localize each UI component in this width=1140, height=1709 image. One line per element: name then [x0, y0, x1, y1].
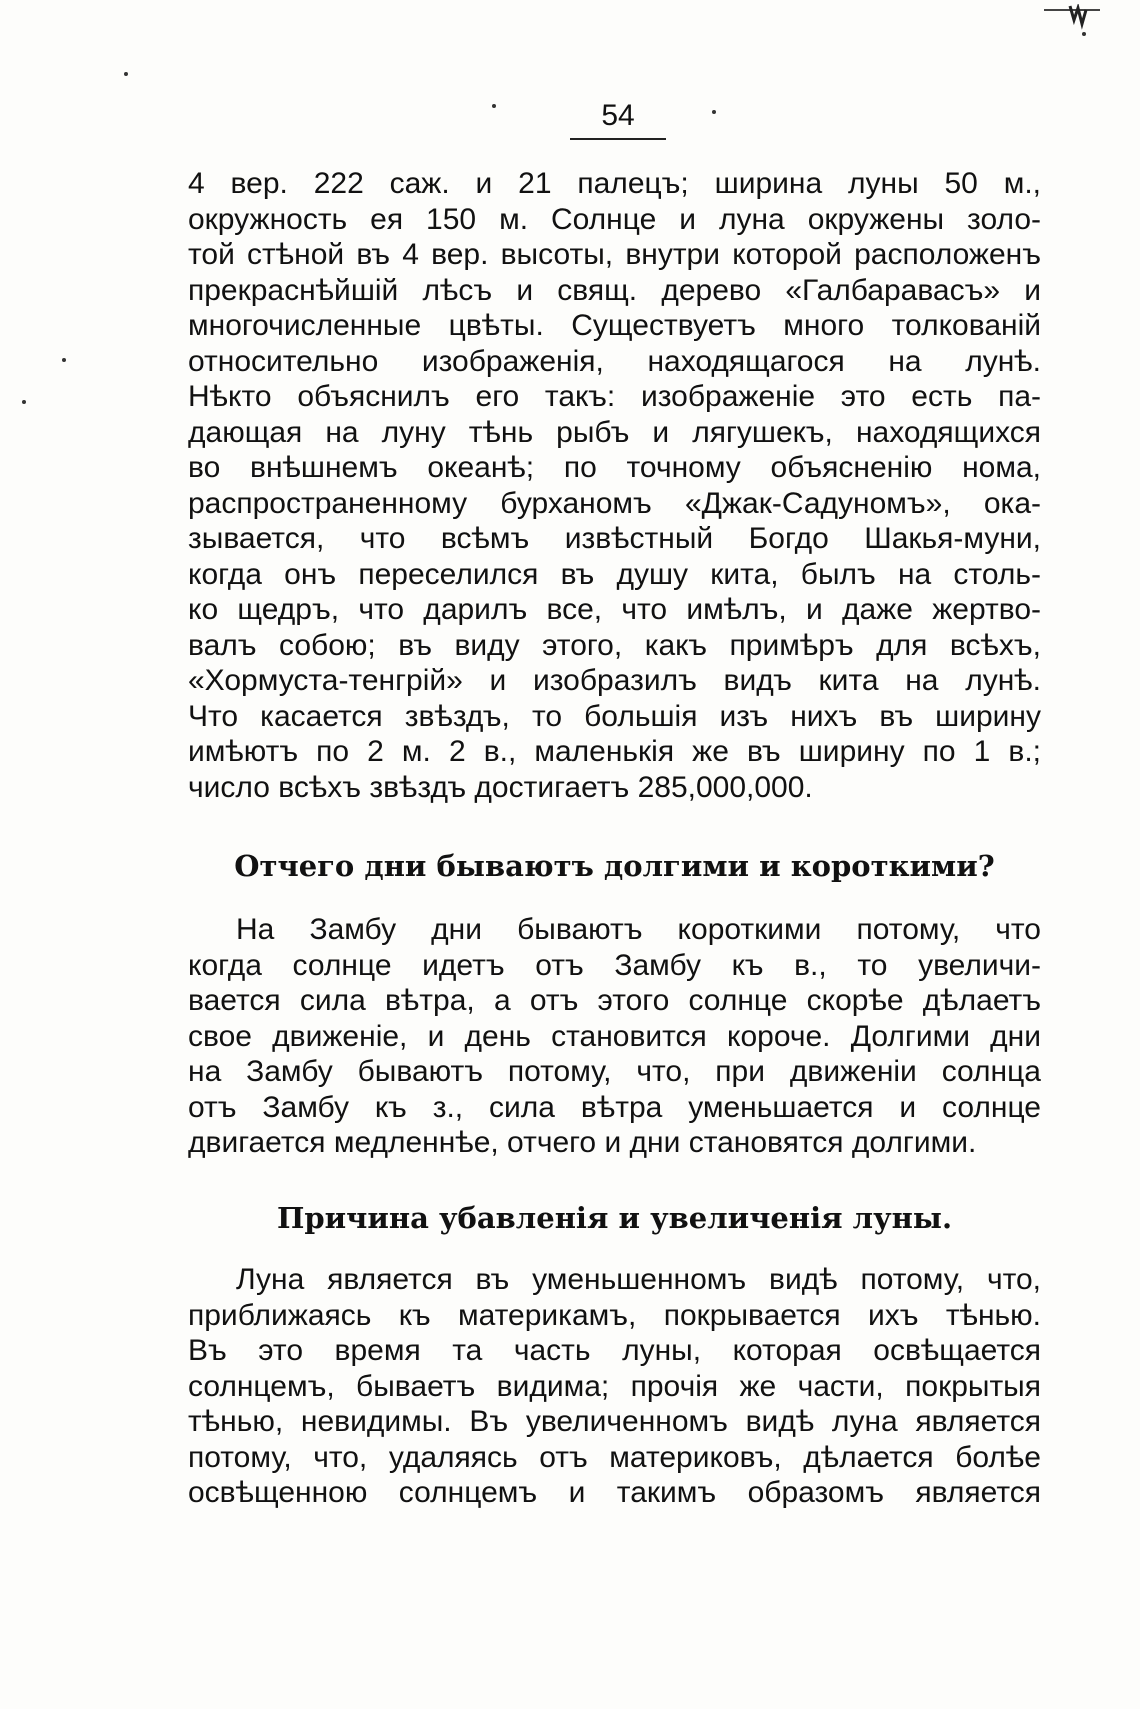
text-line: 4 вер. 222 саж. и 21 палецъ; ширина луны 50 м., [188, 167, 1041, 200]
text-line: Луна является въ уменьшенномъ видѣ потому, что, [236, 1263, 1041, 1296]
text-line: двигается медленнѣе, отчего и дни становятся долгими. [188, 1126, 977, 1159]
paragraph-moon-description [188, 166, 1041, 805]
text-line: число всѣхъ звѣздъ достигаетъ 285,000,000. [188, 770, 813, 804]
scan-speck [62, 358, 66, 362]
text-line: «Хормуста-тенгрій» и изобразилъ видъ кита на лунѣ. [188, 664, 1041, 697]
paragraph-day-length [188, 912, 1041, 1161]
text-line: во внѣшнемъ океанѣ; по точному объясненію нома, [188, 451, 1041, 484]
text-line: когда онъ переселился въ душу кита, былъ на столь- [188, 557, 1041, 591]
text-line: тѣнью, невидимы. Въ увеличенномъ видѣ луна является [188, 1405, 1041, 1438]
text-line: Что касается звѣздъ, то большія изъ нихъ въ ширину [188, 699, 1041, 733]
text-line: отъ Замбу къ з., сила вѣтра уменьшается и солнце [188, 1090, 1041, 1124]
text-line: на Замбу бываютъ потому, что, при движеніи солнца [188, 1055, 1041, 1088]
scan-speck [124, 72, 128, 76]
text-line: распространенному бурханомъ «Джак-Садуномъ», ока- [188, 486, 1041, 520]
text-line: зывается, что всѣмъ извѣстный Богдо Шакья-муни, [188, 522, 1041, 555]
page-number: 54 [601, 99, 635, 132]
text-line: свое движеніе, и день становится короче. Долгими дни [188, 1019, 1041, 1053]
text-line: освѣщенною солнцемъ и такимъ образомъ является [188, 1476, 1041, 1509]
scan-speck [492, 104, 496, 108]
scan-corner-mark [1040, 4, 1120, 44]
text-line: дающая на луну тѣнь рыбъ и лягушекъ, находящихся [188, 415, 1041, 449]
text-line: приближаясь къ материкамъ, покрывается ихъ тѣнью. [188, 1298, 1041, 1332]
text-line: окружность ея 150 м. Солнце и луна окружены золо- [188, 202, 1041, 236]
text-line: Нѣкто объяснилъ его такъ: изображеніе это есть па- [188, 380, 1041, 413]
text-line: потому, что, удаляясь отъ материковъ, дѣлается болѣе [188, 1440, 1041, 1474]
page-number-rule [570, 138, 666, 140]
text-line: прекраснѣйшій лѣсъ и свящ. дерево «Галбаравасъ» и [188, 273, 1041, 307]
scan-speck [22, 400, 26, 404]
text-line: относительно изображенія, находящагося на лунѣ. [188, 344, 1041, 378]
text-line: валъ собою; въ виду этого, какъ примѣръ для всѣхъ, [188, 628, 1041, 662]
section-heading-day-length: Отчего дни бываютъ долгими и короткими? [234, 849, 995, 883]
text-line: Въ это время та часть луны, которая освѣщается [188, 1334, 1041, 1367]
text-line: На Замбу дни бываютъ короткими потому, что [236, 913, 1041, 946]
text-line: многочисленные цвѣты. Существуетъ много толкованій [188, 309, 1041, 342]
text-line: когда солнце идетъ отъ Замбу къ в., то увеличи- [188, 948, 1041, 982]
text-line: ко щедръ, что дарилъ все, что имѣлъ, и даже жертво- [188, 593, 1041, 626]
text-line: той стѣной въ 4 вер. высоты, внутри которой расположенъ [188, 238, 1041, 271]
text-line: солнцемъ, бываетъ видима; прочія же части, покрытыя [188, 1369, 1041, 1403]
text-line: вается сила вѣтра, а отъ этого солнце скорѣе дѣлаетъ [188, 984, 1041, 1017]
section-heading-moon-phases: Причина убавленія и увеличенія луны. [276, 1201, 953, 1235]
paragraph-moon-phases [188, 1262, 1041, 1511]
text-line: имѣютъ по 2 м. 2 в., маленькія же въ ширину по 1 в.; [188, 735, 1041, 768]
scan-speck [712, 110, 716, 114]
